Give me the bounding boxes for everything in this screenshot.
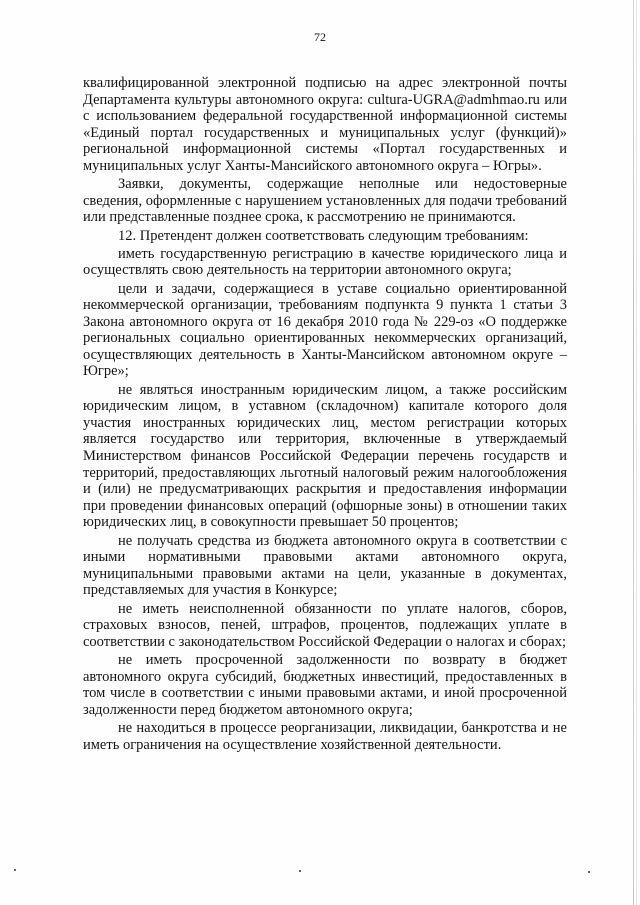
paragraph-requirements-heading: 12. Претендент должен соответствовать следующим требованиям: (118, 227, 529, 244)
requirement-registration: иметь государственную регистрацию в качестве юридического лица и осуществлять свою деятельность на территории автономного округа; (83, 245, 567, 279)
page-number: 72 (314, 30, 326, 44)
document-body (83, 75, 567, 755)
requirement-no-tax-debt: не иметь неисполненной обязанности по уплате налогов, сборов, страховых взносов, пеней, штрафов, процентов, подлежащих уплате в соответствии с законодательством Российской Федерации о налогах и сборах; (83, 600, 567, 650)
scan-speck (299, 870, 301, 872)
paragraph-submission-address: квалифицированной электронной подписью на адрес электронной почты Департамента культуры автономного округа: cultura-UGRA@admhmao.ru или с использованием федеральной государственной информационной системы «Единый портал государственных и муниципальных услуг (функций)» региональной информационной системы «Портал государственных и муниципальных услуг Ханты-Мансийского автономного округа – Югры». (83, 75, 567, 174)
requirement-no-other-funding: не получать средства из бюджета автономного округа в соответствии с иными нормативными правовыми актами автономного округа, муниципальными правовыми актами на цели, указанные в документах, представляемых для участия в Конкурсе; (83, 532, 567, 599)
requirement-charter-goals: цели и задачи, содержащиеся в уставе социально ориентированной некоммерческой организации, требованиям подпункта 9 пункта 1 статьи 3 Закона автономного округа от 16 декабря 2010 года № 229-оз «О поддержке региональных социально ориентированных некоммерческих организаций, осуществляющих деятельность в Ханты-Мансийском автономном округе – Югре»; (83, 280, 567, 380)
scan-speck (14, 869, 16, 871)
scan-speck (588, 871, 590, 873)
paragraph-incomplete-applications: Заявки, документы, содержащие неполные или недостоверные сведения, оформленные с нарушением установленных для подачи требований или представленные позднее срока, к рассмотрению не принимаются. (83, 176, 567, 226)
requirement-no-overdue-debt: не иметь просроченной задолженности по возврату в бюджет автономного округа субсидий, бюджетных инвестиций, предоставленных в том числе в соответствии с иными правовыми актами, и иной просроченной задолженности перед бюджетом автономного округа; (83, 651, 567, 718)
requirement-no-reorganization: не находиться в процессе реорганизации, ликвидации, банкротства и не иметь ограничения на осуществление хозяйственной деятельности. (83, 719, 567, 753)
page-edge-shadow (633, 0, 634, 905)
page-edge-line (636, 0, 637, 905)
requirement-not-foreign: не являться иностранным юридическим лицом, а также российским юридическим лицом, в уставном (складочном) капитале которого доля участия иностранных юридических лиц, местом регистрации которых является государство или территория, включенные в утверждаемый Министерством финансов Российской Федерации перечень государств и территорий, предоставляющих льготный налоговый режим налогообложения и (или) не предусматривающих раскрытия и предоставления информации при проведении финансовых операций (офшорные зоны) в отношении таких юридических лиц, в совокупности превышает 50 процентов; (83, 381, 567, 531)
